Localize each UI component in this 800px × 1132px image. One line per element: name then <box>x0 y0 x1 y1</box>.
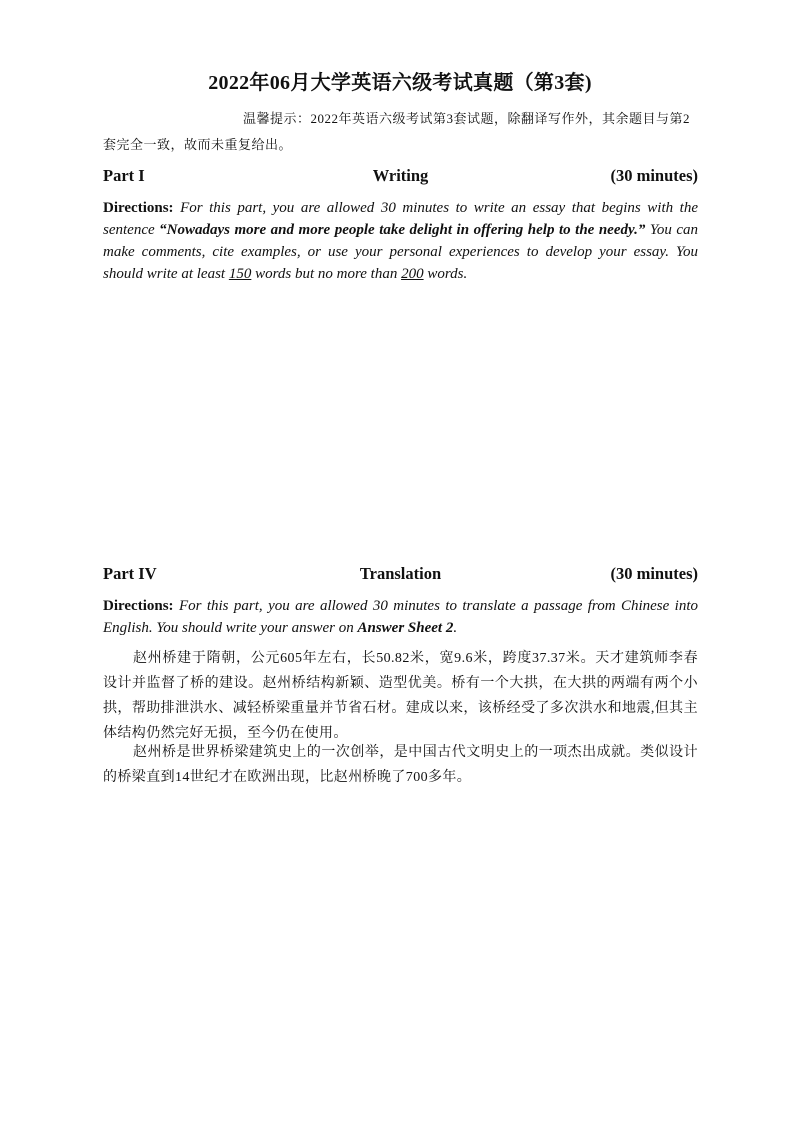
part4-directions <box>103 595 698 639</box>
max-word-count: 200 <box>401 266 424 282</box>
tip-line-1: 温馨提示：2022年英语六级考试第3套试题，除翻译写作外，其余题目与第2 <box>243 111 691 126</box>
part4-header <box>103 564 698 588</box>
directions-label: Directions: <box>103 200 174 216</box>
essay-prompt-quote: “Nowadays more and more people take delight in offering help to the needy.” <box>159 222 646 238</box>
page-footer-cropped <box>0 1074 800 1082</box>
tip-line-2: 套完全一致，故而未重复给出。 <box>103 137 293 152</box>
directions-text: For this part, you are allowed 30 minutes to write an essay that begins with the sentence <box>103 200 699 238</box>
directions-label: Directions: <box>103 598 174 614</box>
page-title: 2022年06月大学英语六级考试真题（第3套) <box>208 72 592 94</box>
part1-name: Writing <box>372 166 429 185</box>
directions-text: For this part, you are allowed 30 minutes to translate a passage from Chinese into English. You should write your answer on <box>103 598 698 636</box>
translation-paragraph-2: 赵州桥是世界桥梁建筑史上的一次创举，是中国古代文明史上的一项杰出成就。类似设计的桥梁直到14世纪才在欧洲出现，比赵州桥晚了700多年。 <box>103 745 698 785</box>
tip-note <box>103 106 698 158</box>
answer-sheet-ref: Answer Sheet 2 <box>357 620 454 636</box>
part1-time: (30 minutes) <box>610 166 698 185</box>
part1-label: Part I <box>103 166 145 185</box>
part4-time: (30 minutes) <box>610 564 698 583</box>
min-word-count: 150 <box>228 266 252 282</box>
directions-text: words. <box>427 266 468 282</box>
translation-paragraph-1: 赵州桥建于隋朝，公元605年左右，长50.82米，宽9.6米，跨度37.37米。天才建筑师李春设计并监督了桥的建设。赵州桥结构新颖、造型优美。桥有一个大拱，在大拱的两端有两个小拱，帮助排泄洪水、减轻桥梁重量并节省石材。建成以来，该桥经受了多次洪水和地震,但其主体结构仍然完好无损，至今仍在使用。 <box>103 651 698 741</box>
part4-name: Translation <box>359 564 442 583</box>
directions-text: . <box>453 620 458 636</box>
directions-text: words but no more than <box>255 266 398 282</box>
part1-header <box>103 166 698 190</box>
directions-text: You can make comments, cite examples, or use your personal experiences to develop your essay. You should write at least <box>103 222 699 282</box>
part1-directions <box>103 197 698 285</box>
part4-label: Part IV <box>103 564 157 583</box>
